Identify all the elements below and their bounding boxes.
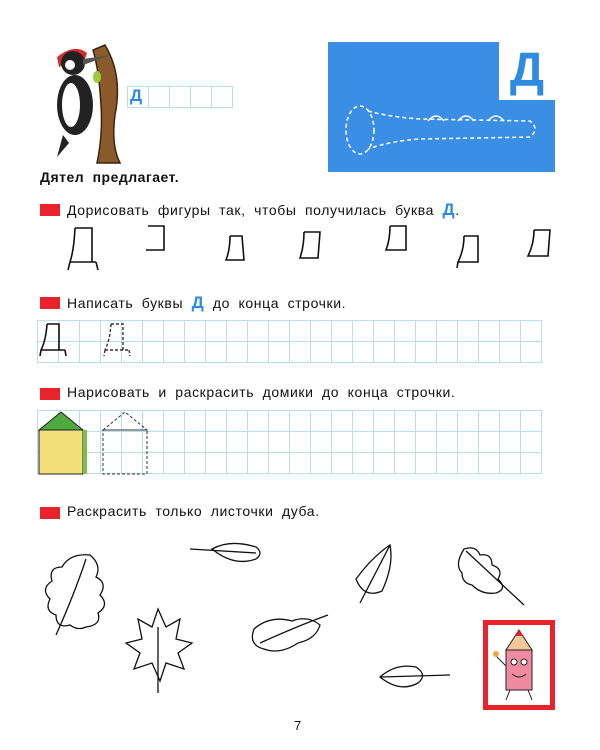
task1-text	[67, 200, 460, 220]
task1-bullet	[40, 204, 60, 216]
grid-cell	[184, 320, 206, 342]
grid-cell	[226, 320, 248, 342]
grid-cell	[415, 410, 437, 432]
task2-label: Написать буквы	[67, 295, 184, 311]
grid-cell	[478, 341, 500, 363]
grid-cell	[226, 431, 248, 453]
grid-cell	[499, 341, 521, 363]
grid-cell	[247, 341, 269, 363]
grid-cell	[478, 320, 500, 342]
pipe-tracing-drawing	[340, 95, 540, 165]
grid-cell	[373, 410, 395, 432]
task3-text: Нарисовать и раскрасить домики до конца строчки.	[67, 384, 456, 400]
grid-cell	[499, 320, 521, 342]
grid-cell	[457, 320, 479, 342]
grid-cell	[226, 452, 248, 474]
grid-cell	[331, 320, 353, 342]
grid-cell	[163, 320, 185, 342]
grid-cell	[205, 410, 227, 432]
birch-leaf-icon	[190, 543, 260, 561]
task4-bullet	[40, 507, 60, 519]
grid-cell	[457, 410, 479, 432]
grid-cell	[289, 320, 311, 342]
grid-cell	[205, 431, 227, 453]
letter-writing-samples	[37, 320, 147, 358]
grid-cell	[499, 410, 521, 432]
grid-cell	[226, 410, 248, 432]
grid-cell	[520, 431, 542, 453]
grid-cell	[352, 452, 374, 474]
grid-cell	[436, 452, 458, 474]
task2-bullet	[40, 297, 60, 309]
grid-cell	[394, 320, 416, 342]
grid-cell	[310, 410, 332, 432]
grid-cell	[352, 431, 374, 453]
letter-cells	[127, 86, 232, 108]
sample-letter: Д	[130, 86, 143, 105]
grid-cell	[373, 341, 395, 363]
task2-text	[67, 293, 346, 313]
grid-cell	[499, 452, 521, 474]
grid-cell	[394, 341, 416, 363]
grid-cell	[310, 431, 332, 453]
caption: Дятел предлагает.	[40, 169, 180, 185]
grid-cell	[457, 452, 479, 474]
grid-cell	[478, 431, 500, 453]
oak-leaf-icon	[45, 555, 104, 635]
house-icon	[37, 410, 157, 476]
grid-cell	[205, 452, 227, 474]
grid-cell	[373, 452, 395, 474]
grid-cell	[373, 431, 395, 453]
grid-cell	[394, 452, 416, 474]
grid-cell	[163, 341, 185, 363]
grid-cell	[520, 410, 542, 432]
grid-cell	[415, 452, 437, 474]
pencil-character-icon	[490, 626, 548, 704]
grid-cell	[184, 431, 206, 453]
grid-cell	[499, 431, 521, 453]
task4-text: Раскрасить только листочки дуба.	[67, 503, 320, 519]
grid-cell	[310, 452, 332, 474]
grid-cell	[394, 431, 416, 453]
task3-bullet	[40, 388, 60, 400]
grid-cell	[163, 410, 185, 432]
grid-cell	[226, 341, 248, 363]
grid-cell	[247, 320, 269, 342]
grid-cell	[436, 341, 458, 363]
grid-cell	[520, 452, 542, 474]
grid-cell	[394, 410, 416, 432]
letter-figures-row	[60, 222, 560, 274]
grid-cell	[352, 341, 374, 363]
grid-cell	[457, 341, 479, 363]
grid-cell	[478, 410, 500, 432]
grid-cell	[184, 341, 206, 363]
grid-cell	[331, 410, 353, 432]
grid-cell	[289, 341, 311, 363]
birch-leaf-icon	[356, 545, 391, 603]
task2-letter: Д	[191, 293, 205, 312]
grid-cell	[436, 320, 458, 342]
grid-cell	[163, 431, 185, 453]
page-number: 7	[294, 718, 302, 733]
grid-cell	[520, 320, 542, 342]
grid-cell	[268, 431, 290, 453]
grid-cell	[520, 341, 542, 363]
task1-label: Дорисовать фигуры так, чтобы получилась буква	[67, 202, 434, 218]
grid-cell	[436, 431, 458, 453]
grid-cell	[205, 341, 227, 363]
grid-cell	[247, 431, 269, 453]
task1-letter: Д	[442, 200, 456, 219]
grid-cell	[247, 452, 269, 474]
grid-cell	[184, 410, 206, 432]
grid-cell	[331, 452, 353, 474]
card-letter: Д	[499, 42, 555, 100]
woodpecker-illustration	[35, 35, 130, 165]
grid-cell	[289, 431, 311, 453]
grid-cell	[268, 410, 290, 432]
grid-cell	[268, 341, 290, 363]
oak-leaf-icon	[252, 615, 328, 651]
grid-cell	[352, 410, 374, 432]
task2-suffix: до конца строчки.	[212, 295, 347, 311]
grid-cell	[457, 431, 479, 453]
task1-suffix: .	[455, 202, 460, 218]
grid-cell	[373, 320, 395, 342]
grid-cell	[415, 431, 437, 453]
grid-cell	[205, 320, 227, 342]
maple-leaf-icon	[126, 609, 192, 693]
grid-cell	[478, 452, 500, 474]
birch-leaf-icon	[380, 666, 450, 687]
grid-cell	[415, 341, 437, 363]
grid-cell	[163, 452, 185, 474]
grid-cell	[289, 410, 311, 432]
grid-cell	[352, 320, 374, 342]
grid-cell	[310, 320, 332, 342]
grid-cell	[184, 452, 206, 474]
grid-cell	[289, 452, 311, 474]
grid-cell	[436, 410, 458, 432]
grid-cell	[268, 320, 290, 342]
oak-leaf-icon	[458, 548, 524, 605]
grid-cell	[415, 320, 437, 342]
grid-cell	[310, 341, 332, 363]
grid-cell	[247, 410, 269, 432]
grid-cell	[331, 431, 353, 453]
grid-cell	[331, 341, 353, 363]
grid-cell	[268, 452, 290, 474]
